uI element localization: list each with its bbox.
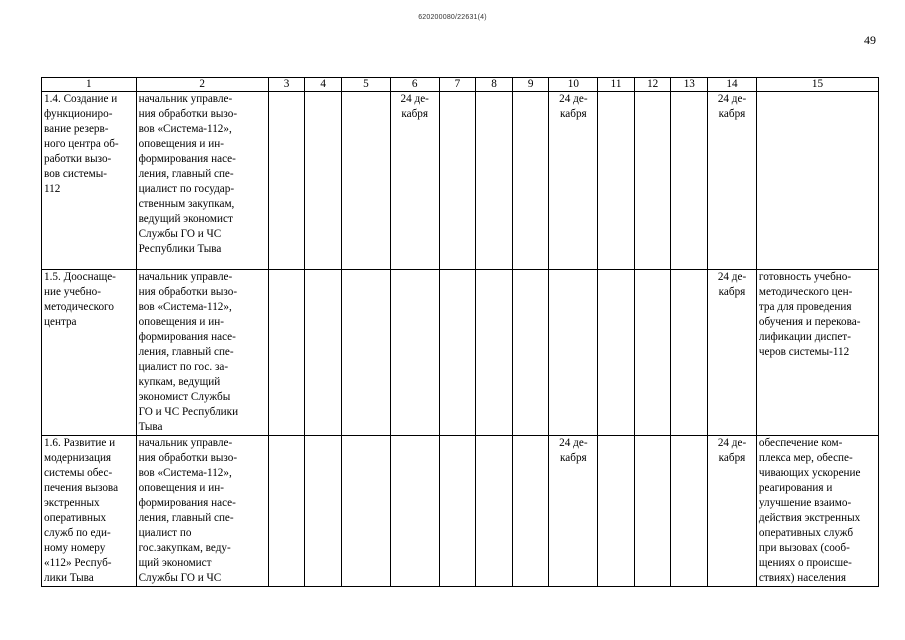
- empty-cell: [512, 436, 549, 587]
- empty-cell: [671, 270, 708, 436]
- deadline-cell: 24 де- кабря: [549, 92, 598, 270]
- column-number-row: [42, 78, 879, 92]
- deadline-cell: [549, 270, 598, 436]
- activity-cell: 1.4. Создание и функциониро- вание резерв- ного центра об- работки вызо- вов системы- 112: [42, 92, 137, 270]
- empty-cell: [439, 92, 476, 270]
- empty-cell: [268, 92, 305, 270]
- responsible-cell: начальник управле- ния обработки вызо- вов «Система-112», оповещения и ин- формирования насе- ления, главный спе- циалист по гос.закупкам, веду- щий экономист Службы ГО и ЧС: [136, 436, 268, 587]
- deadline-cell: [390, 270, 439, 436]
- column-header: 11: [598, 78, 635, 92]
- empty-cell: [634, 270, 671, 436]
- activity-cell: 1.5. Дооснаще- ние учебно- методического центра: [42, 270, 137, 436]
- empty-cell: [268, 436, 305, 587]
- responsible-cell: начальник управле- ния обработки вызо- вов «Система-112», оповещения и ин- формирования насе- ления, главный спе- циалист по гос. за- купкам, ведущий экономист Службы ГО и ЧС Республики Тыва: [136, 270, 268, 436]
- column-header: 1: [42, 78, 137, 92]
- column-header: 2: [136, 78, 268, 92]
- column-header: 3: [268, 78, 305, 92]
- result-cell: готовность учебно- методического цен- тра для проведения обучения и перекова- лификации диспет- черов системы-112: [756, 270, 878, 436]
- empty-cell: [342, 436, 391, 587]
- column-header: 6: [390, 78, 439, 92]
- document-id: 620200080/22631(4): [418, 14, 487, 21]
- table-row: [42, 92, 879, 270]
- column-header: 9: [512, 78, 549, 92]
- empty-cell: [305, 92, 342, 270]
- empty-cell: [476, 436, 513, 587]
- empty-cell: [598, 436, 635, 587]
- empty-cell: [305, 270, 342, 436]
- plan-table: [41, 77, 879, 587]
- empty-cell: [305, 436, 342, 587]
- deadline-cell: 24 де- кабря: [549, 436, 598, 587]
- column-header: 15: [756, 78, 878, 92]
- empty-cell: [476, 270, 513, 436]
- result-cell: [756, 92, 878, 270]
- column-header: 14: [708, 78, 757, 92]
- empty-cell: [476, 92, 513, 270]
- responsible-cell: начальник управле- ния обработки вызо- вов «Система-112», оповещения и ин- формирования насе- ления, главный спе- циалист по государ- ственным закупкам, ведущий экономист Службы ГО и ЧС Республики Тыва: [136, 92, 268, 270]
- column-header: 12: [634, 78, 671, 92]
- column-header: 13: [671, 78, 708, 92]
- deadline-cell: [390, 436, 439, 587]
- empty-cell: [268, 270, 305, 436]
- activity-cell: 1.6. Развитие и модернизация системы обес- печения вызова экстренных оперативных служб по еди- ному номеру «112» Респуб- лики Тыва: [42, 436, 137, 587]
- table-row: [42, 436, 879, 587]
- empty-cell: [598, 270, 635, 436]
- column-header: 8: [476, 78, 513, 92]
- column-header: 7: [439, 78, 476, 92]
- empty-cell: [439, 270, 476, 436]
- empty-cell: [634, 436, 671, 587]
- empty-cell: [598, 92, 635, 270]
- deadline-cell: 24 де- кабря: [708, 92, 757, 270]
- empty-cell: [512, 92, 549, 270]
- column-header: 4: [305, 78, 342, 92]
- empty-cell: [342, 92, 391, 270]
- table-row: [42, 270, 879, 436]
- column-header: 10: [549, 78, 598, 92]
- empty-cell: [671, 436, 708, 587]
- empty-cell: [634, 92, 671, 270]
- result-cell: обеспечение ком- плекса мер, обеспе- чивающих ускорение реагирования и улучшение взаимо- действия экстренных оперативных служб при вызовах (сооб- щениях о происше- ствиях) населения: [756, 436, 878, 587]
- deadline-cell: 24 де- кабря: [708, 270, 757, 436]
- column-header: 5: [342, 78, 391, 92]
- page-number: 49: [864, 33, 876, 47]
- empty-cell: [439, 436, 476, 587]
- empty-cell: [512, 270, 549, 436]
- deadline-cell: 24 де- кабря: [708, 436, 757, 587]
- empty-cell: [671, 92, 708, 270]
- empty-cell: [342, 270, 391, 436]
- deadline-cell: 24 де- кабря: [390, 92, 439, 270]
